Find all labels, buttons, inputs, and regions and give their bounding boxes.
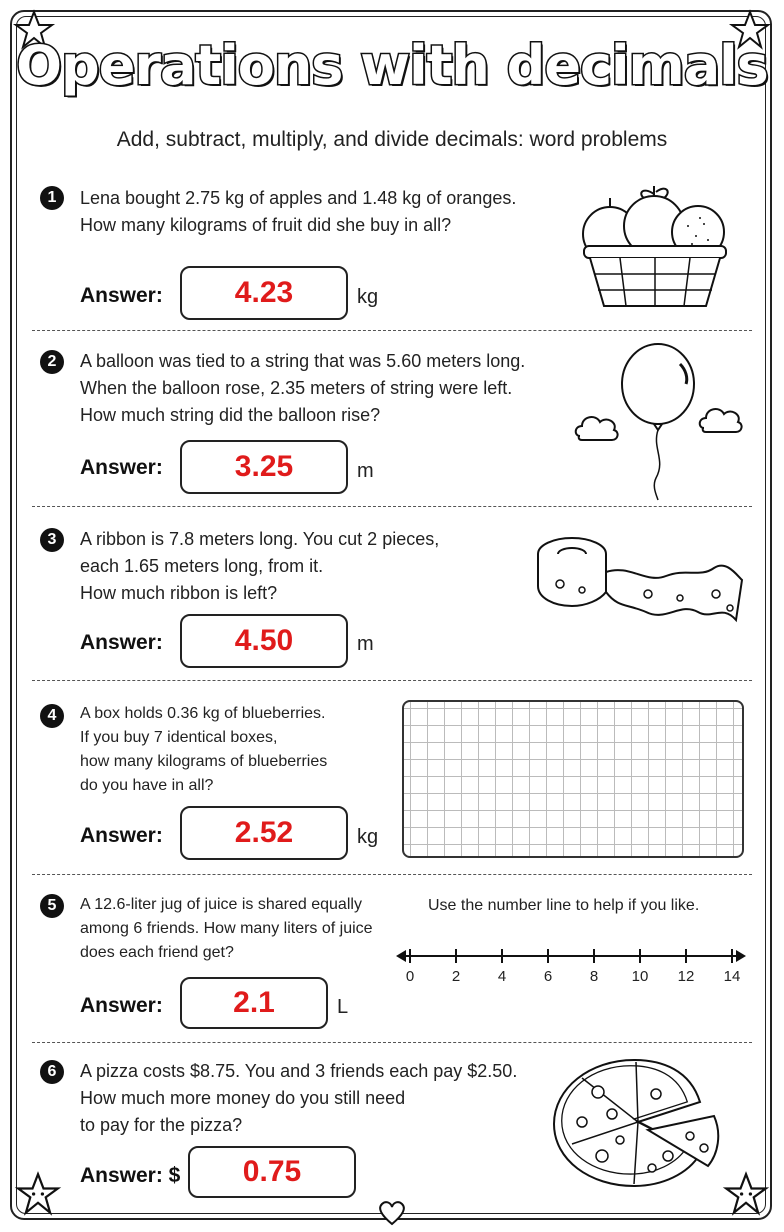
- pizza-icon: [552, 1058, 724, 1188]
- answer-label: Answer:: [80, 994, 163, 1017]
- number-line-tick-label: 4: [497, 968, 507, 985]
- number-line-tick-label: 10: [631, 968, 649, 985]
- answer-box[interactable]: 4.50: [180, 614, 348, 668]
- page-subtitle: Add, subtract, multiply, and divide decimals: word problems: [116, 128, 668, 151]
- question-number: 3: [40, 528, 64, 552]
- question-number: 2: [40, 350, 64, 374]
- answer-box[interactable]: 3.25: [180, 440, 348, 494]
- question-line: How many kilograms of fruit did she buy in all?: [80, 215, 452, 235]
- question-number: 1: [40, 186, 64, 210]
- answer-unit: m: [357, 460, 374, 482]
- question-line: Lena bought 2.75 kg of apples and 1.48 kg of oranges.: [80, 188, 517, 208]
- ribbon-roll-icon: [530, 524, 750, 628]
- question-text: [80, 702, 327, 798]
- question-line: how many kilograms of blueberries: [80, 753, 328, 770]
- number-line: [396, 946, 746, 970]
- question-number: 4: [40, 704, 64, 728]
- section-divider: [32, 874, 752, 875]
- answer-box[interactable]: 4.23: [180, 266, 348, 320]
- question-line: does each friend get?: [80, 944, 234, 961]
- question-text: [80, 185, 516, 239]
- answer-box[interactable]: 2.1: [180, 977, 328, 1029]
- answer-label: Answer:: [80, 456, 163, 479]
- question-text: [80, 348, 525, 429]
- answer-label: Answer:: [80, 631, 163, 654]
- question-line: A 12.6-liter jug of juice is shared equally: [80, 896, 362, 913]
- section-divider: [32, 1042, 752, 1043]
- answer-unit: kg: [357, 826, 379, 848]
- answer-box[interactable]: 0.75: [188, 1146, 356, 1198]
- question-number: 6: [40, 1060, 64, 1084]
- question-text: [80, 526, 439, 607]
- question-line: do you have in all?: [80, 777, 214, 794]
- answer-label: Answer:: [80, 824, 163, 847]
- answer-label: Answer:: [80, 284, 163, 307]
- question-text: [80, 1058, 517, 1139]
- answer-box[interactable]: 2.52: [180, 806, 348, 860]
- question-line: among 6 friends. How many liters of juice: [80, 920, 373, 937]
- fruit-basket-icon: [580, 182, 730, 312]
- number-line-tick-label: 6: [543, 968, 553, 985]
- section-divider: [32, 680, 752, 681]
- star-icon: [16, 1172, 60, 1216]
- number-line-tick-label: 12: [677, 968, 695, 985]
- number-line-tick-label: 14: [723, 968, 741, 985]
- number-line-tick-label: 8: [589, 968, 599, 985]
- balloon-icon: [572, 344, 748, 504]
- page-title: Operations with decimals: [16, 34, 768, 97]
- question-line: When the balloon rose, 2.35 meters of string were left.: [80, 378, 513, 398]
- number-line-hint: Use the number line to help if you like.: [428, 897, 700, 914]
- question-line: A balloon was tied to a string that was 5.60 meters long.: [80, 351, 526, 371]
- section-divider: [32, 330, 752, 331]
- answer-unit: kg: [357, 286, 379, 308]
- question-number: 5: [40, 894, 64, 918]
- question-line: each 1.65 meters long, from it.: [80, 556, 324, 576]
- question-line: How much ribbon is left?: [80, 583, 278, 603]
- number-line-tick-label: 2: [451, 968, 461, 985]
- answer-label: Answer: $: [80, 1164, 181, 1187]
- number-line-tick-label: 0: [405, 968, 415, 985]
- question-line: A ribbon is 7.8 meters long. You cut 2 pieces,: [80, 529, 440, 549]
- question-text: [80, 893, 373, 965]
- star-icon: [724, 1172, 768, 1216]
- grid-workspace[interactable]: [402, 700, 744, 858]
- answer-unit: L: [337, 996, 349, 1018]
- question-line: How much more money do you still need: [80, 1088, 406, 1108]
- answer-unit: m: [357, 633, 374, 655]
- question-line: How much string did the balloon rise?: [80, 405, 381, 425]
- question-line: A box holds 0.36 kg of blueberries.: [80, 705, 326, 722]
- question-line: to pay for the pizza?: [80, 1115, 243, 1135]
- section-divider: [32, 506, 752, 507]
- question-line: A pizza costs $8.75. You and 3 friends each pay $2.50.: [80, 1061, 518, 1081]
- heart-icon: [376, 1200, 408, 1226]
- question-line: If you buy 7 identical boxes,: [80, 729, 278, 746]
